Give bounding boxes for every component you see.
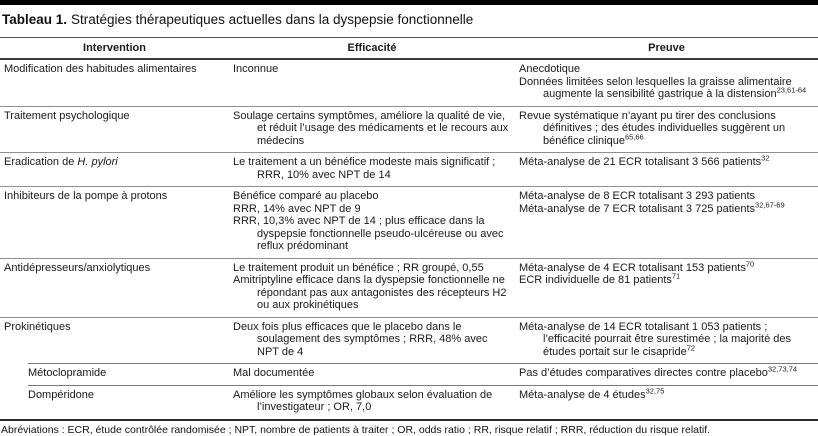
intervention-text: Inhibiteurs de la pompe à protons xyxy=(4,190,168,202)
cell-text: Méta-analyse de 7 ECR totalisant 3 725 patients$^{32,67-69}$ xyxy=(519,199,785,215)
intervention-cell xyxy=(0,107,229,153)
reference-superscript: 32,73,74 xyxy=(767,364,798,374)
reference-superscript: 23,61-64 xyxy=(776,85,807,95)
intervention-cell xyxy=(0,318,229,364)
intervention-text: Prokinétiques xyxy=(4,320,71,333)
table-body xyxy=(0,60,818,419)
cell-text: Méta-analyse de 8 ECR totalisant 3 293 patients xyxy=(519,190,756,202)
cell-text: Soulage certains symptômes, améliore la qualité de vie, et réduit l’usage des médicaments et le recours aux médecins xyxy=(233,109,509,147)
cell-text: ECR individuelle de 81 patients$^{71}$ xyxy=(519,271,681,286)
cell-text: Inconnue xyxy=(233,63,279,75)
cell-text: Améliore les symptômes globaux selon évaluation de l’investigateur ; OR, 7,0 xyxy=(233,388,493,413)
intervention-label xyxy=(4,156,224,169)
cell-text: Le traitement a un bénéfice modeste mais significatif ; RRR, 10% avec NPT de 14 xyxy=(233,156,496,181)
intervention-label xyxy=(4,262,224,275)
efficacite-cell xyxy=(229,187,515,258)
cell-text: Pas d’études comparatives directes contre placebo$^{32,73,74}$ xyxy=(519,364,798,379)
intervention-cell xyxy=(0,364,229,385)
table-row-1 xyxy=(0,60,818,106)
intervention-cell xyxy=(0,153,229,186)
intervention-cell xyxy=(0,187,229,258)
preuve-cell xyxy=(515,386,818,419)
preuve-cell xyxy=(515,153,818,186)
preuve-cell xyxy=(515,318,818,364)
cell-text: Deux fois plus efficaces que le placebo dans le soulagement des symptômes ; RRR, 48% avec NPT de 4 xyxy=(233,320,488,358)
efficacite-cell xyxy=(229,364,515,385)
cell-text: Données limitées selon lesquelles la graisse alimentaire augmente la sensibilité gastrique à la distension$^{23,61-64}$ xyxy=(519,75,807,100)
preuve-cell xyxy=(515,259,818,317)
efficacite-cell xyxy=(229,107,515,153)
table-row-2 xyxy=(0,107,818,153)
efficacite-cell xyxy=(229,153,515,186)
efficacite-cell xyxy=(229,259,515,317)
table-row-8 xyxy=(0,386,818,419)
cell-text: Amitriptyline efficace dans la dyspepsie fonctionnelle ne répondant pas aux antagonistes des récepteurs H2 ou aux prokinétiques xyxy=(233,274,507,311)
reference-superscript: 32,75 xyxy=(645,385,665,395)
table-title xyxy=(0,5,818,37)
cell-text: Le traitement produit un bénéfice ; RR groupé, 0,55 xyxy=(233,261,484,274)
efficacite-cell xyxy=(229,318,515,364)
header-row xyxy=(0,37,818,60)
preuve-cell xyxy=(515,107,818,153)
intervention-text: Modification des habitudes alimentaires xyxy=(4,63,197,75)
reference-superscript: 71 xyxy=(671,271,681,281)
intervention-label xyxy=(4,190,224,203)
intervention-cell xyxy=(0,259,229,317)
cell-text: Méta-analyse de 14 ECR totalisant 1 053 patients ; l’efficacité pourrait être surestimée ; la majorité des études portait sur le cisapride$^{72}$ xyxy=(519,320,792,358)
abbreviations-note: Abréviations : ECR, étude contrôlée randomisée ; NPT, nombre de patients à traiter ; OR, odds ratio ; RR, risque relatif ; RRR, réduction du risque relatif. xyxy=(1,423,711,436)
cell-text: RRR, 10,3% avec NPT de 14 ; plus efficace dans la dyspepsie fonctionnelle pseudo-ulcéreuse ou avec reflux prédominant xyxy=(233,215,504,252)
table-row-6 xyxy=(0,318,818,364)
intervention-text: Traitement psychologique xyxy=(4,109,130,122)
efficacite-cell xyxy=(229,386,515,419)
table-number: Tableau 1. xyxy=(2,12,68,27)
table-row-7 xyxy=(0,364,818,385)
col-header-preuve: Preuve xyxy=(648,42,685,54)
reference-superscript: 72 xyxy=(686,342,696,352)
table-row-3 xyxy=(0,153,818,186)
intervention-label xyxy=(28,389,224,402)
preuve-cell xyxy=(515,364,818,385)
preuve-cell xyxy=(515,187,818,258)
intervention-label xyxy=(28,367,224,380)
efficacite-cell xyxy=(229,60,515,106)
intervention-label xyxy=(4,321,224,334)
cell-text: Anecdotique xyxy=(519,63,581,75)
intervention-italic-text: H. pylori xyxy=(77,156,118,168)
cell-text: Méta-analyse de 21 ECR totalisant 3 566 patients$^{32}$ xyxy=(519,153,770,168)
cell-text: Méta-analyse de 4 ECR totalisant 153 patients$^{70}$ xyxy=(519,258,755,274)
reference-superscript: 32 xyxy=(761,153,770,163)
col-header-intervention: Intervention xyxy=(83,42,146,54)
table-row-4 xyxy=(0,187,818,258)
reference-superscript: 65,66 xyxy=(624,131,644,141)
col-header-efficacite: Efficacité xyxy=(347,42,397,54)
reference-superscript: 32,67-69 xyxy=(755,199,785,209)
intervention-cell xyxy=(0,60,229,106)
intervention-label xyxy=(4,110,224,123)
intervention-label xyxy=(4,63,224,76)
intervention-text: Eradication de xyxy=(4,156,78,168)
intervention-cell xyxy=(0,386,229,419)
cell-text: Méta-analyse de 4 études$^{32,75}$ xyxy=(519,385,665,401)
cell-text: Bénéfice comparé au placebo xyxy=(233,190,379,202)
intervention-text: Dompéridone xyxy=(28,388,95,401)
cell-text: RRR, 14% avec NPT de 9 xyxy=(233,202,361,215)
reference-superscript: 70 xyxy=(745,258,755,268)
table-row-5 xyxy=(0,259,818,317)
cell-text: Mal documentée xyxy=(233,367,315,379)
table-caption: Stratégies thérapeutiques actuelles dans la dyspepsie fonctionnelle xyxy=(71,12,474,27)
intervention-text: Métoclopramide xyxy=(28,367,107,379)
preuve-cell xyxy=(515,60,818,106)
cell-text: Revue systématique n’ayant pu tirer des conclusions définitives ; des études individuelles suggèrent un bénéfice clinique$^{65,66}$ xyxy=(519,109,786,147)
intervention-text: Antidépresseurs/anxiolytiques xyxy=(4,261,151,274)
